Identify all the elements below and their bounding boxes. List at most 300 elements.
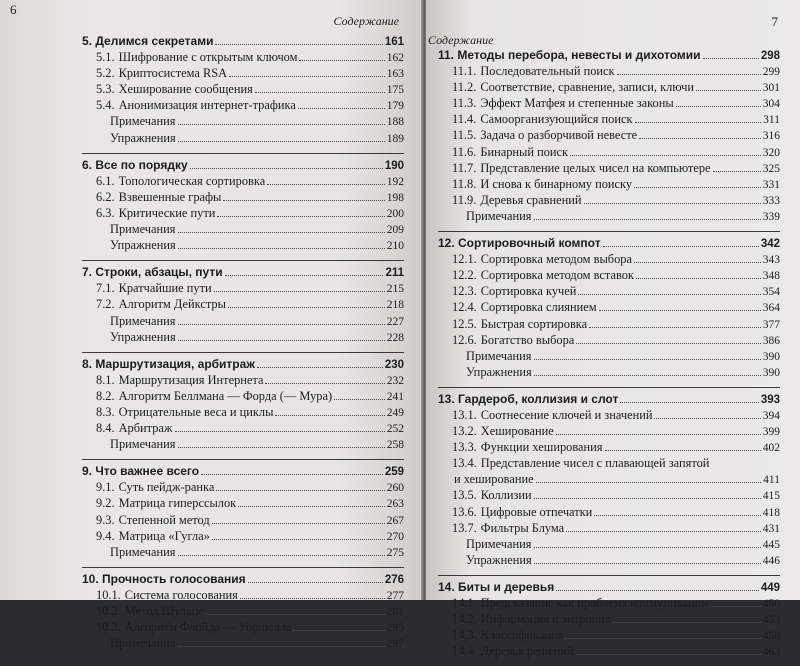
entry-title: Примечания <box>466 348 532 363</box>
dot-leader <box>334 388 385 400</box>
entry-page: 415 <box>762 490 780 503</box>
entry-title: Деревья сравнений <box>480 192 582 207</box>
entry-page: 276 <box>384 573 404 586</box>
toc-chapter <box>82 352 404 453</box>
dot-leader <box>570 144 761 156</box>
entry-page: 267 <box>386 514 404 527</box>
dot-leader <box>703 47 759 59</box>
entry-number: 14.2. <box>452 612 477 627</box>
entry-title: Классификация <box>480 628 564 643</box>
entry-title: Маршрутизация Интернета <box>118 372 264 387</box>
entry-page: 198 <box>386 191 404 204</box>
toc-section <box>82 280 404 296</box>
entry-page: 215 <box>386 283 404 296</box>
entry-page: 364 <box>762 302 780 315</box>
entry-page: 189 <box>386 132 404 145</box>
dot-leader <box>589 316 761 328</box>
toc-section <box>438 439 780 455</box>
entry-title: 10. Прочность голосования <box>82 571 246 586</box>
entry-title: Сортировка кучей <box>480 284 577 299</box>
chapter-gap <box>438 224 780 231</box>
entry-page: 200 <box>386 207 404 220</box>
entry-number: 6.3. <box>96 205 115 220</box>
entry-title: Шифрование с открытым ключом <box>118 50 298 65</box>
entry-title: 14. Биты и деревья <box>438 579 555 594</box>
toc-chapter <box>82 459 404 560</box>
entry-page: 393 <box>760 393 780 406</box>
entry-page: 228 <box>386 331 404 344</box>
entry-page: 348 <box>762 270 780 283</box>
entry-title: Примечания <box>110 636 176 651</box>
entry-page: 402 <box>762 442 780 455</box>
entry-number: 13.5. <box>452 488 477 503</box>
entry-title: Криптосистема RSA <box>118 66 228 81</box>
entry-page: 161 <box>384 36 404 48</box>
entry-page: 298 <box>760 50 780 62</box>
toc-section <box>82 372 404 388</box>
chapter-gap <box>438 659 780 666</box>
dot-leader <box>214 280 385 292</box>
dot-leader <box>636 267 761 279</box>
entry-number: 14.3. <box>452 628 477 643</box>
entry-page: 446 <box>762 554 780 567</box>
entry-title: Упражнения <box>110 130 176 145</box>
entry-number: 11.5. <box>452 128 477 143</box>
entry-page: 343 <box>762 254 780 267</box>
entry-title: Примечания <box>110 222 176 237</box>
entry-number: 8.3. <box>96 404 115 419</box>
dot-leader <box>228 296 385 308</box>
dot-leader <box>212 512 385 524</box>
chapter-heading <box>82 463 404 479</box>
entry-title: Алгоритм Беллмана — Форда (— Мура) <box>118 388 333 403</box>
entry-page: 295 <box>386 622 404 635</box>
entry-page: 227 <box>386 315 404 328</box>
toc-section <box>82 81 404 97</box>
entry-title: Упражнения <box>110 238 176 253</box>
dot-leader <box>654 407 760 419</box>
entry-title: Фильтры Блума <box>480 520 565 535</box>
toc-section <box>82 205 404 221</box>
chapter-heading <box>438 579 780 595</box>
entry-page: 463 <box>762 646 780 659</box>
chapter-gap <box>82 452 404 459</box>
entry-number: 5.3. <box>96 82 115 97</box>
entry-title: Примечания <box>466 536 532 551</box>
entry-page: 263 <box>386 498 404 511</box>
entry-title: Арбитраж <box>118 421 173 436</box>
chapter-heading <box>82 356 404 372</box>
toc-chapter <box>438 575 780 659</box>
dot-leader <box>534 348 761 360</box>
entry-number: 8.1. <box>96 372 115 387</box>
dot-leader <box>215 33 382 45</box>
entry-number: 14.1. <box>452 596 477 610</box>
entry-page: 316 <box>762 130 780 143</box>
entry-page: 241 <box>386 390 404 403</box>
entry-number: 9.4. <box>96 528 115 543</box>
entry-title: Соотнесение ключей и значений <box>480 407 653 422</box>
entry-number: 12.1. <box>452 252 477 267</box>
toc-section <box>82 65 404 81</box>
entry-number: 12.4. <box>452 300 477 315</box>
entry-page: 209 <box>386 224 404 237</box>
entry-title: Матрица гиперссылок <box>118 496 237 511</box>
dot-leader <box>710 595 761 607</box>
dot-leader <box>713 160 761 172</box>
entry-page: 297 <box>386 638 404 651</box>
entry-number: 8.4. <box>96 421 115 436</box>
entry-number: 13.1. <box>452 407 477 422</box>
dot-leader <box>534 208 761 220</box>
dot-leader <box>534 536 761 548</box>
entry-title: Упражнения <box>466 552 532 567</box>
toc-chapter <box>82 260 404 344</box>
entry-page: 260 <box>386 482 404 495</box>
entry-number: 11.4. <box>452 112 477 127</box>
toc-notes <box>82 221 404 237</box>
toc-section <box>82 97 404 113</box>
dot-leader <box>178 544 385 556</box>
dot-leader <box>676 95 761 107</box>
dot-leader <box>265 372 384 384</box>
chapter-heading <box>82 157 404 173</box>
entry-page: 394 <box>762 409 780 422</box>
toc-notes <box>438 208 780 224</box>
toc-section <box>82 495 404 511</box>
entry-page: 210 <box>386 240 404 253</box>
toc-section <box>82 49 404 65</box>
dot-leader <box>178 329 385 341</box>
dot-leader <box>178 221 385 233</box>
entry-number: 12.6. <box>452 332 477 347</box>
toc-section <box>438 611 780 627</box>
left-toc <box>82 33 404 658</box>
entry-number: 5.4. <box>96 98 115 113</box>
dot-leader <box>190 157 383 169</box>
dot-leader <box>178 237 385 249</box>
dot-leader <box>639 127 761 139</box>
dot-leader <box>696 79 761 91</box>
entry-page: 211 <box>385 267 404 280</box>
entry-title: Цифровые отпечатки <box>480 504 593 519</box>
entry-page: 325 <box>762 162 780 175</box>
entry-number: 11.8. <box>452 176 477 191</box>
right-running-head: Содержание <box>428 33 494 47</box>
entry-page: 386 <box>762 334 780 347</box>
entry-title: Суть пейдж-ранка <box>118 480 215 495</box>
left-running-head: Содержание <box>333 14 399 28</box>
entry-title: 6. Все по порядку <box>82 157 188 172</box>
chapter-heading <box>438 47 780 63</box>
dot-leader <box>620 391 758 403</box>
dot-leader <box>178 313 385 325</box>
chapter-heading <box>82 264 404 280</box>
chapter-heading <box>438 235 780 251</box>
entry-number: 5.2. <box>96 66 115 81</box>
entry-title: Деревья решений <box>480 644 574 659</box>
entry-page: 458 <box>762 630 780 643</box>
entry-title: Топологическая сортировка <box>118 173 266 188</box>
toc-section <box>82 189 404 205</box>
toc-section <box>438 316 780 332</box>
toc-section <box>82 479 404 495</box>
dot-leader <box>599 299 761 311</box>
toc-section <box>438 332 780 348</box>
toc-notes <box>82 313 404 329</box>
entry-page: 311 <box>763 114 780 127</box>
entry-number: 11.1. <box>452 64 477 79</box>
entry-page: 230 <box>384 358 404 371</box>
entry-title: Представление целых чисел на компьютере <box>480 160 711 175</box>
entry-title: Степенной метод <box>118 512 210 527</box>
entry-number: 10.1. <box>96 587 121 602</box>
toc-section <box>82 420 404 436</box>
chapter-gap <box>82 253 404 260</box>
entry-number: 10.2. <box>96 604 121 618</box>
toc-notes <box>82 113 404 129</box>
entry-page: 301 <box>762 82 780 95</box>
entry-page: 232 <box>386 374 404 387</box>
dot-leader <box>257 356 383 368</box>
entry-title: 13. Гардероб, коллизия и слот <box>438 391 619 406</box>
entry-page: 331 <box>762 178 780 191</box>
entry-title: Богатство выбора <box>480 332 575 347</box>
entry-page: 275 <box>386 546 404 559</box>
entry-page: 377 <box>762 318 780 331</box>
entry-page: 190 <box>384 159 404 172</box>
entry-page: 259 <box>384 466 404 479</box>
toc-chapter <box>82 567 404 651</box>
entry-number: 6.1. <box>96 173 115 188</box>
toc-section <box>438 79 780 95</box>
toc-notes <box>82 635 404 651</box>
entry-title: Бинарный поиск <box>480 144 569 159</box>
right-toc <box>438 47 780 666</box>
dot-leader <box>594 504 760 516</box>
entry-page: 270 <box>386 530 404 543</box>
dot-leader <box>229 65 385 77</box>
dot-leader <box>206 603 385 615</box>
entry-title: Алгоритм Флойда — Уоршелла <box>124 620 292 635</box>
toc-section <box>438 63 780 79</box>
chapter-gap <box>82 146 404 153</box>
entry-title: 12. Сортировочный компот <box>438 236 601 251</box>
entry-title: Упражнения <box>110 329 176 344</box>
entry-title: Эффект Матфея и степенные законы <box>480 96 674 111</box>
entry-number: 9.1. <box>96 480 115 495</box>
dot-leader <box>584 192 761 204</box>
toc-section <box>438 595 780 611</box>
dot-leader <box>605 439 761 451</box>
entry-page: 453 <box>762 614 780 627</box>
toc-section <box>82 587 404 603</box>
toc-section <box>438 299 780 315</box>
entry-title: 7. Строки, абзацы, пути <box>82 265 223 280</box>
right-page-number: 7 <box>771 14 778 29</box>
entry-title: Коллизии <box>480 488 532 503</box>
toc-section <box>438 251 780 267</box>
toc-section <box>438 95 780 111</box>
chapter-heading <box>82 571 404 587</box>
dot-leader <box>536 471 762 483</box>
entry-page: 342 <box>760 238 780 251</box>
entry-page: 390 <box>762 350 780 363</box>
toc-section <box>82 528 404 544</box>
toc-section <box>438 455 780 471</box>
toc-notes <box>438 348 780 364</box>
dot-leader <box>566 520 761 532</box>
dot-leader <box>634 251 761 263</box>
chapter-heading <box>82 33 404 49</box>
dot-leader <box>293 619 384 631</box>
toc-section <box>438 423 780 439</box>
chapter-gap <box>82 651 404 658</box>
dot-leader <box>178 113 385 125</box>
dot-leader <box>240 587 385 599</box>
entry-title: 8. Маршрутизация, арбитраж <box>82 356 255 371</box>
entry-title: Метод Шульце <box>124 604 204 618</box>
dot-leader <box>178 130 385 142</box>
entry-title: 5. Делимся секретами <box>82 34 214 48</box>
left-page-number: 6 <box>10 2 17 17</box>
toc-exercises <box>82 130 404 146</box>
entry-title: Последовательный поиск <box>480 64 615 79</box>
toc-section <box>438 192 780 208</box>
toc-chapter <box>438 47 780 224</box>
entry-title: Быстрая сортировка <box>480 316 588 331</box>
toc-section <box>438 267 780 283</box>
toc-section <box>82 404 404 420</box>
entry-title: 11. Методы перебора, невесты и дихотомии <box>438 48 701 62</box>
entry-number: 13.2. <box>452 424 477 439</box>
entry-page: 431 <box>762 522 780 535</box>
dot-leader <box>201 463 383 475</box>
entry-title: Представление чисел с плавающей запятой <box>480 456 710 471</box>
dot-leader <box>576 332 760 344</box>
dot-leader <box>299 49 384 61</box>
entry-page: 163 <box>386 68 404 81</box>
entry-title: Матрица «Гугла» <box>118 528 210 543</box>
chapter-gap <box>438 380 780 387</box>
entry-page: 450 <box>762 598 780 610</box>
toc-section-continuation <box>438 471 780 487</box>
toc-section <box>82 512 404 528</box>
dot-leader <box>613 611 761 623</box>
entry-page: 418 <box>762 506 780 519</box>
toc-section <box>438 643 780 659</box>
dot-leader <box>255 81 385 93</box>
entry-number: 11.6. <box>452 144 477 159</box>
entry-title: и хеширование <box>454 472 534 487</box>
dot-leader <box>635 111 762 123</box>
entry-page: 333 <box>762 194 780 207</box>
toc-chapter <box>82 33 404 146</box>
entry-number: 11.9. <box>452 192 477 207</box>
entry-number: 11.2. <box>452 80 477 95</box>
entry-title: Соответствие, сравнение, записи, ключи <box>480 80 694 95</box>
toc-exercises <box>82 329 404 345</box>
entry-number: 14.4. <box>452 644 477 659</box>
toc-notes <box>82 544 404 560</box>
entry-page: 175 <box>386 84 404 97</box>
entry-title: Взвешенные графы <box>118 189 222 204</box>
entry-title: 9. Что важнее всего <box>82 464 200 479</box>
entry-title: Примечания <box>110 114 176 129</box>
entry-page: 354 <box>762 286 780 299</box>
entry-number: 6.2. <box>96 189 115 204</box>
toc-section <box>438 407 780 423</box>
dot-leader <box>576 643 761 655</box>
toc-section <box>438 144 780 160</box>
toc-section <box>438 176 780 192</box>
entry-title: Информация и энтропия <box>480 612 611 627</box>
toc-exercises <box>438 552 780 568</box>
toc-section <box>82 388 404 404</box>
entry-page: 320 <box>762 146 780 159</box>
entry-number: 5.1. <box>96 50 115 65</box>
dot-leader <box>267 173 385 185</box>
toc-section <box>438 520 780 536</box>
toc-section <box>438 487 780 503</box>
entry-title: Предсказание как проблема коммуникации <box>480 596 708 610</box>
entry-page: 299 <box>762 66 780 79</box>
entry-page: 399 <box>762 426 780 439</box>
chapter-gap <box>438 568 780 575</box>
dot-leader <box>216 479 384 491</box>
entry-number: 13.7. <box>452 520 477 535</box>
dot-leader <box>556 579 759 591</box>
chapter-gap <box>82 560 404 567</box>
toc-chapter <box>438 231 780 380</box>
dot-leader <box>217 205 384 217</box>
entry-number: 10.3. <box>96 620 121 635</box>
entry-page: 277 <box>386 589 404 602</box>
dot-leader <box>248 571 383 583</box>
entry-page: 218 <box>386 299 404 312</box>
entry-title: Хеширование сообщения <box>118 82 253 97</box>
toc-exercises <box>438 364 780 380</box>
entry-number: 9.2. <box>96 496 115 511</box>
dot-leader <box>175 420 385 432</box>
entry-title: Отрицательные веса и циклы <box>118 404 274 419</box>
entry-number: 12.3. <box>452 284 477 299</box>
toc-section <box>82 619 404 635</box>
entry-page: 188 <box>386 116 404 129</box>
entry-number: 11.7. <box>452 160 477 175</box>
entry-title: Сортировка методом вставок <box>480 268 634 283</box>
toc-section <box>438 283 780 299</box>
dot-leader <box>212 528 385 540</box>
dot-leader <box>178 635 385 647</box>
dot-leader <box>534 552 761 564</box>
toc-notes <box>82 436 404 452</box>
entry-number: 8.2. <box>96 388 115 403</box>
toc-section <box>438 111 780 127</box>
entry-title: Кратчайшие пути <box>118 281 212 296</box>
dot-leader <box>617 63 761 75</box>
toc-section <box>438 504 780 520</box>
entry-page: 179 <box>386 100 404 113</box>
entry-title: Критические пути <box>118 205 216 220</box>
entry-title: Анонимизация интернет-трафика <box>118 98 296 113</box>
entry-page: 252 <box>386 423 404 436</box>
toc-chapter <box>438 387 780 568</box>
dot-leader <box>225 264 384 276</box>
entry-title: Хеширование <box>480 424 554 439</box>
entry-title: Упражнения <box>466 364 532 379</box>
entry-number: 12.5. <box>452 316 477 331</box>
